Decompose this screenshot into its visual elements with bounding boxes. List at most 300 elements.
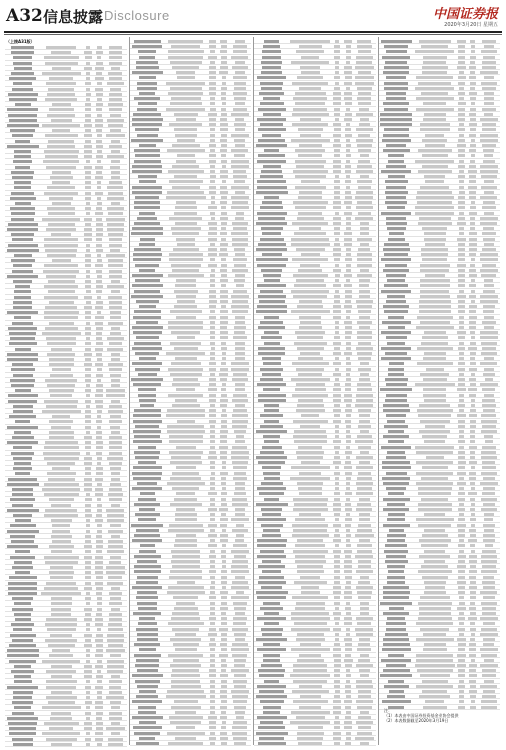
table-cell [471,300,475,303]
table-cell [133,414,161,417]
table-cell [209,300,217,303]
table-cell [458,154,465,157]
table-cell [388,238,405,241]
table-cell [421,477,448,480]
table-cell [97,680,102,683]
table-row-rule [254,454,376,455]
table-cell [86,88,90,91]
table-cell [422,576,448,579]
table-row-rule [5,704,127,705]
table-cell [108,259,123,262]
table-cell [110,249,120,252]
table-cell [359,461,370,464]
table-cell [209,316,217,319]
table-cell [257,160,286,163]
table-cell [208,388,216,391]
table-cell [334,659,341,662]
table-cell [422,154,448,157]
table-cell [86,743,91,746]
table-row-rule [254,392,376,393]
table-cell [51,675,72,678]
table-cell [333,253,340,256]
table-cell [344,92,352,95]
table-cell [385,61,406,64]
table-cell [256,144,287,147]
table-cell [295,186,325,189]
table-row-rule [254,90,376,91]
table-cell [8,400,38,403]
table-row-rule [130,80,252,81]
table-cell [96,238,102,241]
table-cell [481,498,497,501]
table-cell [471,102,475,105]
table-cell [260,451,284,454]
table-cell [170,477,201,480]
table-cell [106,566,124,569]
table-cell [357,45,372,48]
table-cell [44,493,79,496]
table-cell [293,700,328,703]
table-row-rule [5,273,127,274]
table-cell [234,87,245,90]
table-cell [96,93,103,96]
table-cell [169,451,203,454]
table-row-rule [130,657,252,658]
table-cell [420,295,450,298]
table-cell [210,446,215,449]
table-cell [43,160,79,163]
table-cell [85,535,90,538]
table-cell [210,175,216,178]
table-cell [294,581,327,584]
table-cell [457,581,465,584]
table-cell [10,337,34,340]
table-cell [482,388,495,391]
table-cell [174,700,198,703]
table-cell [380,674,412,677]
table-row-rule [379,345,501,346]
table-cell [387,518,404,521]
table-cell [84,150,92,153]
table-row-rule [130,719,252,720]
table-cell [256,695,287,698]
table-cell [12,504,33,507]
table-row-rule [379,340,501,341]
table-cell [295,388,326,391]
table-cell [421,92,448,95]
table-cell [333,160,341,163]
table-cell [234,264,246,267]
table-row-rule [379,600,501,601]
table-cell [132,472,162,475]
table-cell [109,462,121,465]
table-cell [8,722,37,725]
table-cell [261,87,283,90]
table-cell [85,207,91,210]
table-cell [292,222,328,225]
table-row-rule [254,158,376,159]
table-cell [386,555,406,558]
table-row-rule [254,730,376,731]
table-cell [458,466,464,469]
table-cell [469,555,477,558]
table-cell [221,726,225,729]
table-cell [109,712,122,715]
table-cell [345,503,351,506]
table-cell [292,82,328,85]
table-cell [469,295,476,298]
table-row-rule [379,95,501,96]
table-row-rule [254,506,376,507]
table-cell [109,306,121,309]
table-row-rule [130,470,252,471]
table-cell [221,482,226,485]
table-cell [210,279,214,282]
table-cell [357,435,372,438]
table-row-rule [5,481,127,482]
table-cell [221,212,227,215]
table-cell [84,238,92,241]
table-cell [46,618,77,621]
table-cell [107,155,124,158]
table-cell [222,102,226,105]
table-cell [458,92,464,95]
table-cell [481,50,497,53]
table-cell [96,129,102,132]
table-cell [471,404,475,407]
table-cell [97,608,102,611]
table-cell [256,430,287,433]
table-cell [292,362,329,365]
table-cell [359,669,370,672]
table-cell [292,524,328,527]
table-cell [483,539,494,542]
table-cell [109,446,122,449]
table-cell [481,274,496,277]
table-row-rule [130,64,252,65]
table-cell [345,113,352,116]
table-cell [96,140,102,143]
table-cell [138,50,156,53]
table-cell [86,212,90,215]
table-cell [42,410,81,413]
table-cell [345,258,352,261]
table-cell [13,514,32,517]
table-cell [335,71,339,74]
table-cell [136,336,159,339]
table-row-rule [379,215,501,216]
table-cell [256,503,288,506]
table-cell [482,40,496,43]
table-cell [424,232,446,235]
table-cell [471,154,475,157]
table-row-rule [379,662,501,663]
table-cell [263,659,280,662]
table-row-rule [5,496,127,497]
table-cell [96,613,101,616]
table-cell [469,446,477,449]
table-cell [459,612,464,615]
table-cell [333,362,340,365]
table-row-rule [379,293,501,294]
table-cell [262,66,281,69]
table-cell [346,357,350,360]
table-cell [96,545,103,548]
table-cell [86,524,90,527]
table-cell [387,581,405,584]
table-cell [95,654,103,657]
table-cell [86,160,91,163]
table-cell [360,373,370,376]
table-row-rule [379,308,501,309]
table-cell [482,61,496,64]
table-cell [131,524,163,527]
table-cell [97,259,102,262]
table-cell [8,244,38,247]
table-cell [260,290,283,293]
table-cell [232,66,248,69]
table-cell [484,180,494,183]
table-row-rule [254,490,376,491]
table-cell [459,487,464,490]
table-cell [52,202,71,205]
table-cell [96,233,103,236]
table-cell [235,253,244,256]
table-cell [136,300,159,303]
table-cell [169,524,203,527]
table-cell [231,648,249,651]
table-cell [221,238,226,241]
table-cell [420,596,450,599]
table-cell [357,331,372,334]
table-cell [298,196,322,199]
table-cell [231,134,249,137]
table-cell [483,477,495,480]
table-cell [483,149,494,152]
table-row-rule [379,490,501,491]
table-cell [382,477,410,480]
table-cell [344,399,352,402]
table-row-rule [254,652,376,653]
table-cell [132,274,163,277]
table-cell [468,170,477,173]
table-row-rule [130,542,252,543]
table-cell [208,633,217,636]
table-cell [387,342,406,345]
table-row-rule [130,438,252,439]
table-cell [45,155,78,158]
table-cell [458,206,464,209]
table-cell [484,316,494,319]
table-cell [84,228,93,231]
table-cell [85,358,90,361]
table-cell [386,394,407,397]
table-cell [344,466,353,469]
table-cell [175,633,196,636]
table-cell [46,680,78,683]
table-row-rule [5,366,127,367]
table-cell [137,482,157,485]
table-cell [418,414,451,417]
table-cell [86,680,90,683]
table-cell [84,166,92,169]
table-cell [355,82,373,85]
table-cell [335,82,340,85]
table-cell [222,461,226,464]
table-cell [43,452,80,455]
table-row-rule [379,246,501,247]
table-cell [459,212,464,215]
footnote-line: （1）本表由中国证券投资基金业协会提供 [384,713,459,718]
table-cell [470,544,475,547]
table-cell [470,508,475,511]
table-cell [416,622,453,625]
table-cell [480,170,498,173]
table-cell [175,206,197,209]
table-cell [15,348,31,351]
table-cell [220,435,227,438]
table-cell [170,87,202,90]
table-cell [424,399,446,402]
table-row-rule [130,636,252,637]
table-cell [11,259,35,262]
table-cell [14,431,31,434]
table-cell [7,426,38,429]
table-cell [469,394,476,397]
table-cell [96,389,103,392]
table-cell [97,202,102,205]
table-cell [208,524,216,527]
table-cell [7,145,39,148]
table-cell [134,201,160,204]
table-cell [110,374,121,377]
table-row-rule [379,210,501,211]
table-row-rule [379,241,501,242]
table-cell [109,592,122,595]
table-cell [109,441,122,444]
table-cell [209,295,215,298]
table-row-rule [379,381,501,382]
table-cell [235,440,245,443]
table-cell [468,347,477,350]
table-cell [176,466,196,469]
table-cell [233,617,248,620]
table-cell [86,384,90,387]
table-cell [260,425,283,428]
table-cell [346,477,351,480]
table-cell [333,394,341,397]
table-cell [84,218,91,221]
table-cell [359,290,370,293]
table-cell [175,284,196,287]
table-cell [107,348,123,351]
table-cell [264,420,279,423]
table-row-rule [5,325,127,326]
table-cell [96,550,102,553]
table-cell [132,118,163,121]
table-cell [209,144,216,147]
table-cell [294,430,326,433]
table-cell [357,40,371,43]
table-cell [422,336,448,339]
table-cell [210,243,215,246]
table-cell [386,76,406,79]
table-row-rule [254,693,376,694]
table-cell [221,61,227,64]
table-row-rule [130,308,252,309]
table-cell [168,274,203,277]
table-cell [84,51,92,54]
table-cell [95,478,103,481]
table-cell [335,544,340,547]
table-cell [210,700,216,703]
table-cell [458,648,466,651]
table-cell [108,264,123,267]
table-cell [459,97,464,100]
table-cell [95,119,103,122]
table-cell [381,170,411,173]
table-cell [44,587,78,590]
table-cell [469,643,476,646]
table-cell [111,160,120,163]
table-cell [383,149,410,152]
table-cell [140,404,155,407]
table-cell [221,274,227,277]
table-cell [134,310,161,313]
table-cell [173,643,199,646]
table-row-rule [5,278,127,279]
table-cell [356,456,374,459]
table-row-rule [130,184,252,185]
table-cell [416,196,454,199]
table-cell [52,67,71,70]
table-cell [418,508,452,511]
table-cell [481,472,498,475]
table-cell [221,154,226,157]
table-cell [470,622,475,625]
table-cell [108,322,123,325]
table-cell [383,134,409,137]
table-row-rule [5,673,127,674]
table-cell [358,186,370,189]
table-cell [97,150,102,153]
table-cell [423,633,446,636]
table-cell [346,264,351,267]
table-cell [138,518,156,521]
table-cell [334,721,339,724]
table-cell [132,45,162,48]
table-cell [388,373,404,376]
table-cell [209,378,216,381]
table-cell [345,102,352,105]
table-cell [425,144,445,147]
table-cell [482,446,496,449]
table-cell [480,222,497,225]
table-cell [13,446,32,449]
table-cell [132,716,163,719]
table-cell [484,680,494,683]
table-cell [344,352,352,355]
table-cell [139,648,156,651]
table-cell [174,305,197,308]
table-cell [480,295,498,298]
table-cell [260,368,283,371]
table-cell [335,466,340,469]
table-cell [469,414,477,417]
table-cell [485,544,494,547]
table-cell [388,175,405,178]
table-cell [95,400,103,403]
